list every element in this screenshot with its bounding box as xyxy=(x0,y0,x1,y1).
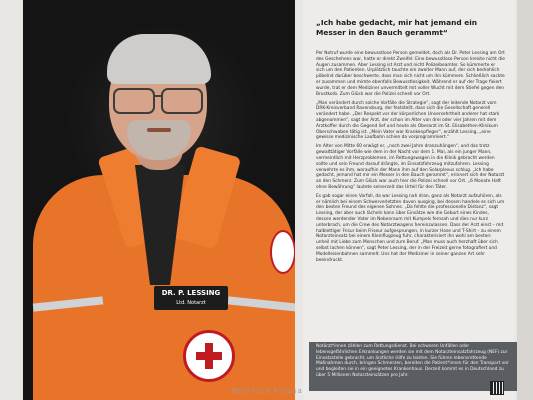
red-cross-emblem-icon xyxy=(183,330,235,382)
paragraph: Es gab sogar einen Vorfall, da war Lessing nah dran, ganz als Notarzt aufzuhören, als er nämlich bei einem Schwerverletzten davon ausging, bei dessen handele es sich um den besten Freund des eigenen Sohnes. „Da fehlte die professionelle Distanz“, sagt Lessing, der aber auch lächeln kann über Einsätze wie die Geburt eines Kindes, dessen werdender Vater im Nebenraum mit Kumpels fernsah und dies nur kurz unterbrach, um die Crew des Notarztwagens hereinzulassen. Dass der Arzt einst – mit halblettiger Frisur beim Friseur aufgesprungen, in kurzer Hose und T-Shirt – zu einem Notarzteinsatz bei einem Kleinflugzeug fuhr, charakterisiert ihn wohl am besten: unheil mit Liebe zum Menschen und zum Beruf. „Man muss auch herzhaft über sich selbst lachen können“, sagt Peter Lessing, der in der Freizeit gerne fotografiert und Modelleisenbahnen sammelt. Uns hat der Mediziner in seiner ganzen Art sehr beeindruckt. xyxy=(316,193,505,263)
photo-credit: Reinhold Krossa xyxy=(232,387,303,395)
badge-role: Ltd. Notarzt xyxy=(176,300,206,306)
glasses-icon xyxy=(113,88,205,112)
info-box xyxy=(309,342,517,391)
badge-name: DR. P. LESSING xyxy=(161,289,221,297)
article-body xyxy=(316,51,505,267)
paragraph: Im Alter von Mitte 60 erwägt er, „noch zwei Jahre dranzuhängen“, und das trotz gewalttätiger Vorfälle wie dem in der Nacht vor dem 1. Mai, als ein junger Mann, vermeintlich mit Herzproblemen, im Rettungswagen in die Klinik gebracht werden sollte und sein Freund darauf drängte, im Einsatzfahrzeug mitzufahren. Lessing verwehrte es ihm, woraufhin der Mann ihm auf den Solarplexus schlug. „Ich habe gedacht, jemand hat mir ein Messer in den Bauch gerammt“, erinnert sich der Notarzt an den Schmerz. Zum Glück war auch hier die Polizei schnell vor Ort. „6 Monate Haft ohne Bewährung“ lautete seinerzeit das Urteil für den Täter. xyxy=(316,144,505,190)
headline: „Ich habe gedacht, mir hat jemand ein Messer in den Bauch gerammt“ xyxy=(316,18,478,37)
info-box-text: Notärzt*innen zählen zum Rettungsdienst. Bei schweren Unfällen oder lebensgefährlichen Erkrankungen werden sie mit dem Notarzteinsatzfahrzeug (NEF) zur Einsatzstelle gebracht, um ärztliche Hilfe zu leisten. Sie führen lebensrettende Maßnahmen durch, bringen Schmerzen, bereiten die Patient*innen für den Transport vor und begleiten sie in ein geeignetes Krankenhaus. Derzeit kommt es in Deutschland zu über 5 Millionen Notarzteinsätzen pro Jahr. xyxy=(316,344,509,378)
qr-code-icon[interactable] xyxy=(490,381,504,395)
paragraph: „Man verändert durch solche Vorfälle die Strategie“, sagt der leitende Notarzt vom DRK-Kreisverband Ravensburg, der feststellt, dass sich die Gesellschaft generell verändert habe. „Der Respekt vor der körperlichen Unversehrtheit anderer hat stark abgenommen“, sagt der Arzt, der schon im Alter von drei oder vier Jahren mit dem Arztkoffer durch die Gegend lief und heute als Oberarzt im St. Elisabethen-Klinikum Oberschwaben tätig ist. „Mein Vater war Krankenpfleger“, erzählt Lessing, „eine gewisse medizinische Laufbahn schien da vorprogrammiert.“ xyxy=(316,100,500,141)
name-badge xyxy=(154,286,228,310)
mouth xyxy=(147,128,171,132)
portrait-photo xyxy=(23,0,295,400)
paragraph: Per Notruf wurde eine bewusstlose Person gemeldet, doch als Dr. Peter Lessing am Ort des Geschehens war, hatte er direkt Zweifel: Eine bewusstlose Person kreiste nicht die Augen zusammen. Aber Lessing ist Arzt und nicht Polizeibeamter. So kümmerte er sich um den Patienten. Urplötzlich tauchte ein zweiter Mann auf, der sich bedrohlich pöbelnd darüber beschwerte, dass man sich nicht um ihn kümmere. Schließlich sackte er zusammen und mimte ebenfalls Bewusstlosigkeit. Während er auf der Trage fixiert wurde, trat er dem Mediziner unvermittelt mit voller Wucht mit dem Stiefel gegen den Brustkorb. Zum Glück war die Polizei schnell vor Ort. xyxy=(316,51,505,97)
poster-edge xyxy=(517,0,533,400)
sleeve-emblem-icon xyxy=(270,230,295,274)
